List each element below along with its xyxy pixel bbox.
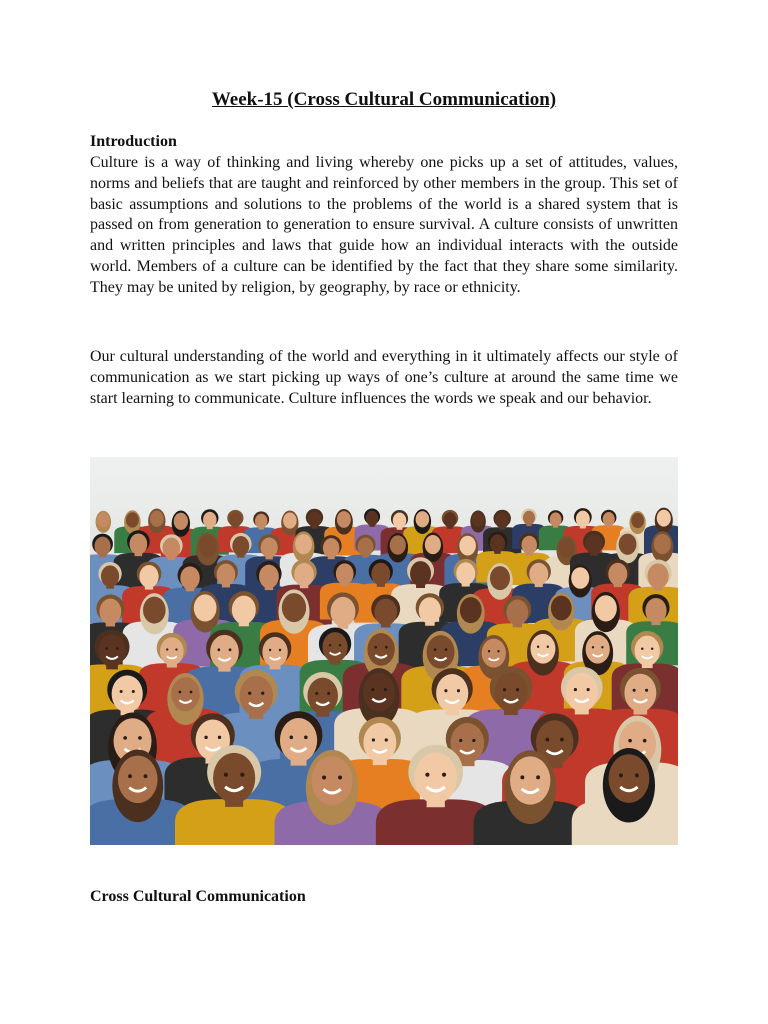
section-heading-cross-cultural-communication: Cross Cultural Communication [90, 888, 306, 905]
crowd-illustration [90, 457, 678, 845]
section-heading-introduction: Introduction [90, 133, 177, 150]
paragraph-culture-definition: Culture is a way of thinking and living whereby one picks up a set of attitudes, values, norms and beliefs that are taught and reinforced by other members in the group. This set of basic assumptions and solutions to the problems of the world is a shared system that is passed on from generation to generation to ensure survival. A culture consists of unwritten and written principles and laws that guide how an individual interacts with the outside world. Members of a culture can be identified by the fact that they share some similarity. They may be united by religion, by geography, by race or ethnicity. [90, 154, 678, 296]
diverse-crowd-photo [90, 457, 678, 845]
paragraph-cultural-understanding: Our cultural understanding of the world and everything in it ultimately affects our style of communication as we start picking up ways of one’s culture at around the same time we start learning to communicate. Culture influences the words we speak and our behavior. [90, 348, 678, 407]
document-title: Week-15 (Cross Cultural Communication) [211, 89, 557, 110]
